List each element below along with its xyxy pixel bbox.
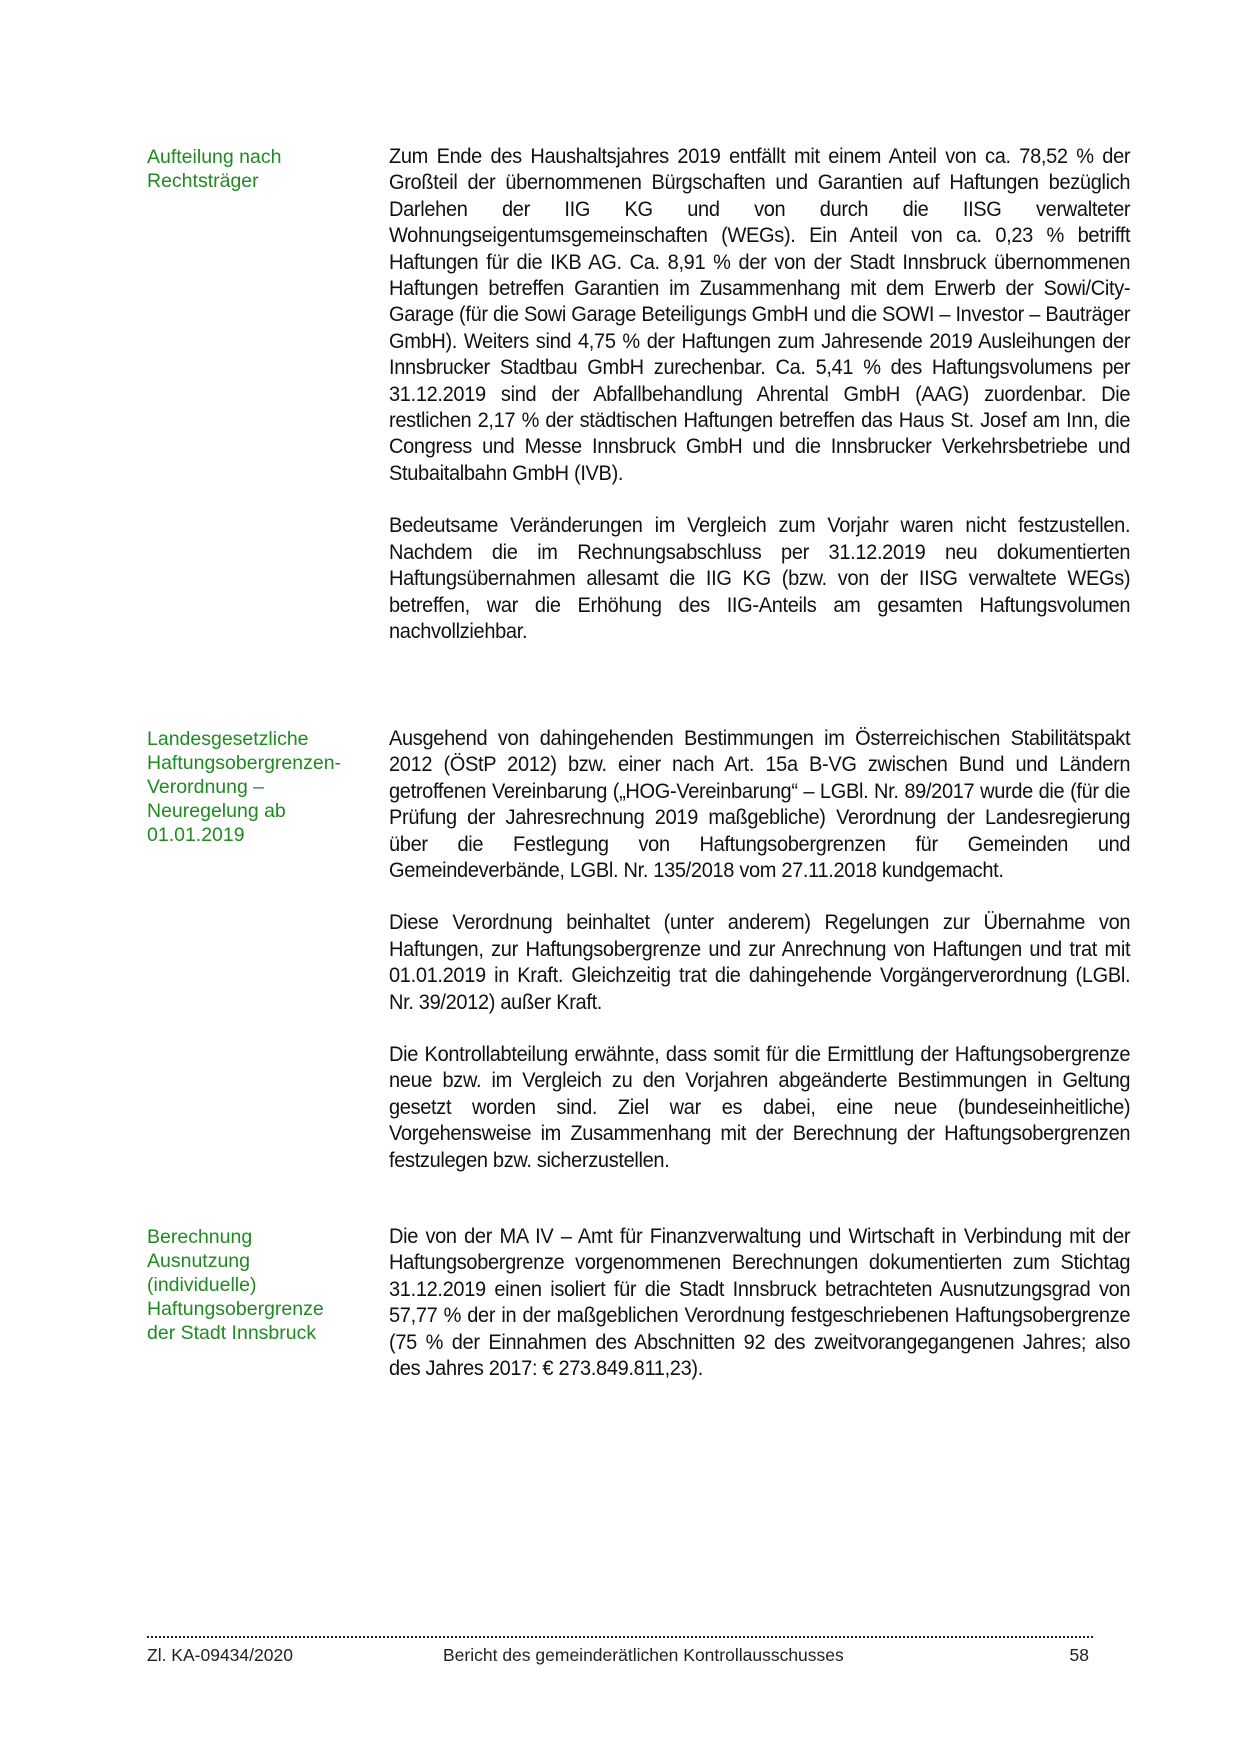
paragraph: Bedeutsame Veränderungen im Vergleich zum Vorjahr waren nicht festzustellen. Nachdem die im Rechnungsabschluss per 31.12.2019 neu dokumentierten Haftungsübernahmen allesamt die IIG KG (bzw. von der IISG verwaltete WEGs) betreffen, war die Erhöhung des IIG-Anteils am gesamten Haftungsvolumen nachvollziehbar.: [389, 513, 1131, 643]
footer-dotted-rule: [147, 1636, 1093, 1638]
paragraph: Die Kontrollabteilung erwähnte, dass somit für die Ermittlung der Haftungsobergrenze neue bzw. im Vergleich zu den Vorjahren abgeänderte Bestimmungen in Geltung gesetzt worden sind. Ziel war es dabei, eine neue (bundeseinheitliche) Vorgehensweise im Zusammenhang mit der Berechnung der Haftungsobergrenzen festzulegen bzw. sicherzustellen.: [389, 1042, 1131, 1172]
body-column: [389, 1223, 1130, 1407]
page-number: 58: [1069, 1645, 1089, 1665]
margin-note-line: Haftungsobergrenze: [147, 1298, 324, 1320]
margin-note-line: Rechtsträger: [147, 170, 259, 192]
footer-reference: Zl. KA-09434/2020: [147, 1645, 293, 1665]
margin-note-line: Verordnung –: [147, 776, 265, 798]
margin-note-landesgesetzliche: [147, 727, 362, 847]
footer-row: [147, 1645, 1093, 1669]
margin-note-berechnung: [147, 1225, 362, 1345]
margin-note-line: 01.01.2019: [147, 824, 245, 846]
margin-note-line: Landesgesetzliche: [147, 728, 309, 750]
margin-note-line: Aufteilung nach: [147, 146, 282, 168]
body-column: [389, 725, 1130, 1199]
margin-note-line: Neuregelung ab: [147, 800, 286, 822]
margin-note-line: Berechnung: [147, 1226, 253, 1248]
margin-note-line: der Stadt Innsbruck: [147, 1322, 317, 1344]
margin-note-line: Ausnutzung: [147, 1250, 250, 1272]
margin-note-line: Haftungsobergrenzen-: [147, 752, 342, 774]
margin-note-aufteilung: [147, 145, 362, 193]
footer-title: Bericht des gemeinderätlichen Kontrollausschusses: [443, 1645, 844, 1665]
paragraph: Diese Verordnung beinhaltet (unter anderem) Regelungen zur Übernahme von Haftungen, zur Haftungsobergrenze und zur Anrechnung von Haftungen und trat mit 01.01.2019 in Kraft. Gleichzeitig trat die dahingehende Vorgängerverordnung (LGBl. Nr. 39/2012) außer Kraft.: [389, 910, 1131, 1014]
paragraph: Die von der MA IV – Amt für Finanzverwaltung und Wirtschaft in Verbindung mit der Haftungsobergrenze vorgenommenen Berechnungen dokumentierten zum Stichtag 31.12.2019 einen isoliert für die Stadt Innsbruck betrachteten Ausnutzungsgrad von 57,77 % der in der maßgeblichen Verordnung festgeschriebenen Haftungsobergrenze (75 % der Einnahmen des Abschnitten 92 des zweitvorangegangenen Jahres; also des Jahres 2017: € 273.849.811,23).: [389, 1224, 1131, 1381]
body-column: [389, 143, 1130, 670]
paragraph: Ausgehend von dahingehenden Bestimmungen im Österreichischen Stabilitätspakt 2012 (ÖStP 2012) bzw. einer nach Art. 15a B-VG zwischen Bund und Ländern getroffenen Vereinbarung („HOG-Vereinbarung“ – LGBl. Nr. 89/2017 wurde die (für die Prüfung der Jahresrechnung 2019 maßgebliche) Verordnung der Landesregierung über die Festlegung von Haftungsobergrenzen für Gemeinden und Gemeindeverbände, LGBl. Nr. 135/2018 vom 27.11.2018 kundgemacht.: [389, 726, 1131, 883]
page-footer: [147, 1636, 1093, 1669]
paragraph: Zum Ende des Haushaltsjahres 2019 entfällt mit einem Anteil von ca. 78,52 % der Großteil der übernommenen Bürgschaften und Garantien auf Haftungen bezüglich Darlehen der IIG KG und von durch die IISG verwalteter Wohnungseigentumsgemeinschaften (WEGs). Ein Anteil von ca. 0,23 % betrifft Haftungen für die IKB AG. Ca. 8,91 % der von der Stadt Innsbruck übernommenen Haftungen betreffen Garantien im Zusammenhang mit dem Erwerb der Sowi/City-Garage (für die Sowi Garage Beteiligungs GmbH und die SOWI – Investor – Bauträger GmbH). Weiters sind 4,75 % der Haftungen zum Jahresende 2019 Ausleihungen der Innsbrucker Stadtbau GmbH zurechenbar. Ca. 5,41 % des Haftungsvolumens per 31.12.2019 sind der Abfallbehandlung Ahrental GmbH (AAG) zuordenbar. Die restlichen 2,17 % der städtischen Haftungen betreffen das Haus St. Josef am Inn, die Congress und Messe Innsbruck GmbH und die Innsbrucker Verkehrsbetriebe und Stubaitalbahn GmbH (IVB).: [389, 144, 1131, 485]
margin-note-line: (individuelle): [147, 1274, 257, 1296]
